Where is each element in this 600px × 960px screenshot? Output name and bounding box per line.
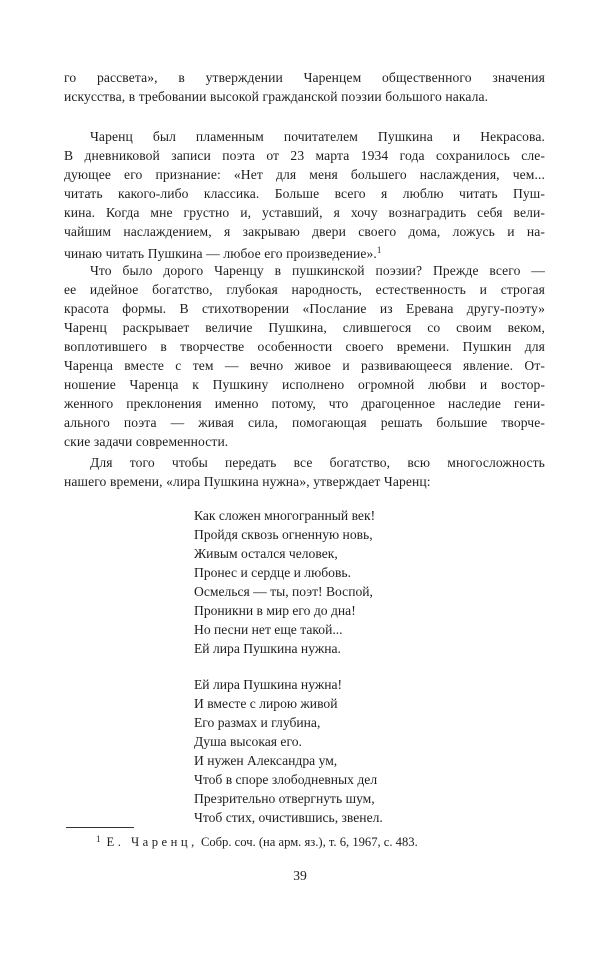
verse-line: Чтоб в споре злободневных дел [194,772,378,787]
text-line: читать какого-либо классика. Больше всего я люблю читать Пуш- [64,186,545,201]
footnote [96,831,418,851]
text-line: чайшим наслаждением, я закрываю двери своего дома, ложусь и на- [64,224,545,239]
verse-line: Живым остался человек, [194,546,338,561]
verse-line: Пройдя сквозь огненную новь, [194,527,373,542]
verse-line: И вместе с лирою живой [194,696,338,711]
text-line: Чаренц был пламенным почитателем Пушкина и Некрасова. [90,129,545,144]
footnote-text: Собр. соч. (на арм. яз.), т. 6, 1967, с. 483. [200,835,418,849]
verse-line: Его размах и глубина, [194,715,321,730]
verse-line: Проникни в мир его до дна! [194,603,356,618]
verse-line: Чтоб стих, очистившись, звенел. [194,810,383,825]
text-line: дующее его признание: «Нет для меня большего наслаждения, чем... [64,167,545,182]
text-line: ношение Чаренца к Пушкину исполнено огромной любви и востор- [64,377,545,392]
text-line: красота формы. В стихотворении «Послание из Еревана другу-поэту» [64,301,545,316]
verse-line: Ей лира Пушкина нужна. [194,641,341,656]
text-line: го рассвета», в утверждении Чаренцем общественного значения [64,70,545,85]
text-line: ские задачи современности. [64,434,229,449]
text-line: женного преклонения именно потому, что драгоценное наследие гени- [64,396,545,411]
verse-line: Ей лира Пушкина нужна! [194,677,343,692]
verse-line: Пронес и сердце и любовь. [194,565,351,580]
text-line: Для того чтобы передать все богатство, всю многосложность [90,455,545,470]
verse-line: Осмелься — ты, поэт! Воспой, [194,584,373,599]
footnote-divider [66,827,134,828]
text-line: кина. Когда мне грустно и, уставший, я хочу вознаградить себя вели- [64,205,545,220]
verse-line: Презрительно отвергнуть шум, [194,791,375,806]
verse-line: И нужен Александра ум, [194,753,338,768]
text-line: искусства, в требовании высокой гражданской поэзии большого накала. [64,89,489,104]
text-line: Чаренц раскрывает величие Пушкина, слившегося со своим веком, [64,320,545,335]
page-number: 39 [293,868,307,883]
text-line-content: чинаю читать Пушкина — любое его произведение». [64,246,377,261]
text-line: ального поэта — живая сила, помогающая решать большие творче- [64,415,545,430]
text-line: Чаренца вместе с тем — вечно живое и развивающееся явление. От- [64,358,545,373]
footnote-reference: 1 [376,245,382,255]
text-line: В дневниковой записи поэта от 23 марта 1934 года сохранилось сле- [64,148,545,163]
text-line: воплотившего в творчестве особенности своего времени. Пушкин для [64,339,545,354]
footnote-author: Е. Чаренц, [106,835,198,849]
verse-line: Но песни нет еще такой... [194,622,343,637]
text-line: ее идейное богатство, глубокая народность, естественность и строгая [64,282,545,297]
footnote-mark: 1 [96,834,101,844]
text-line: Что было дорого Чаренцу в пушкинской поэзии? Прежде всего — [90,263,545,278]
text-line [64,241,545,260]
verse-line: Как сложен многогранный век! [194,508,376,523]
verse-line: Душа высокая его. [194,734,302,749]
text-line: нашего времени, «лира Пушкина нужна», утверждает Чаренц: [64,474,431,489]
